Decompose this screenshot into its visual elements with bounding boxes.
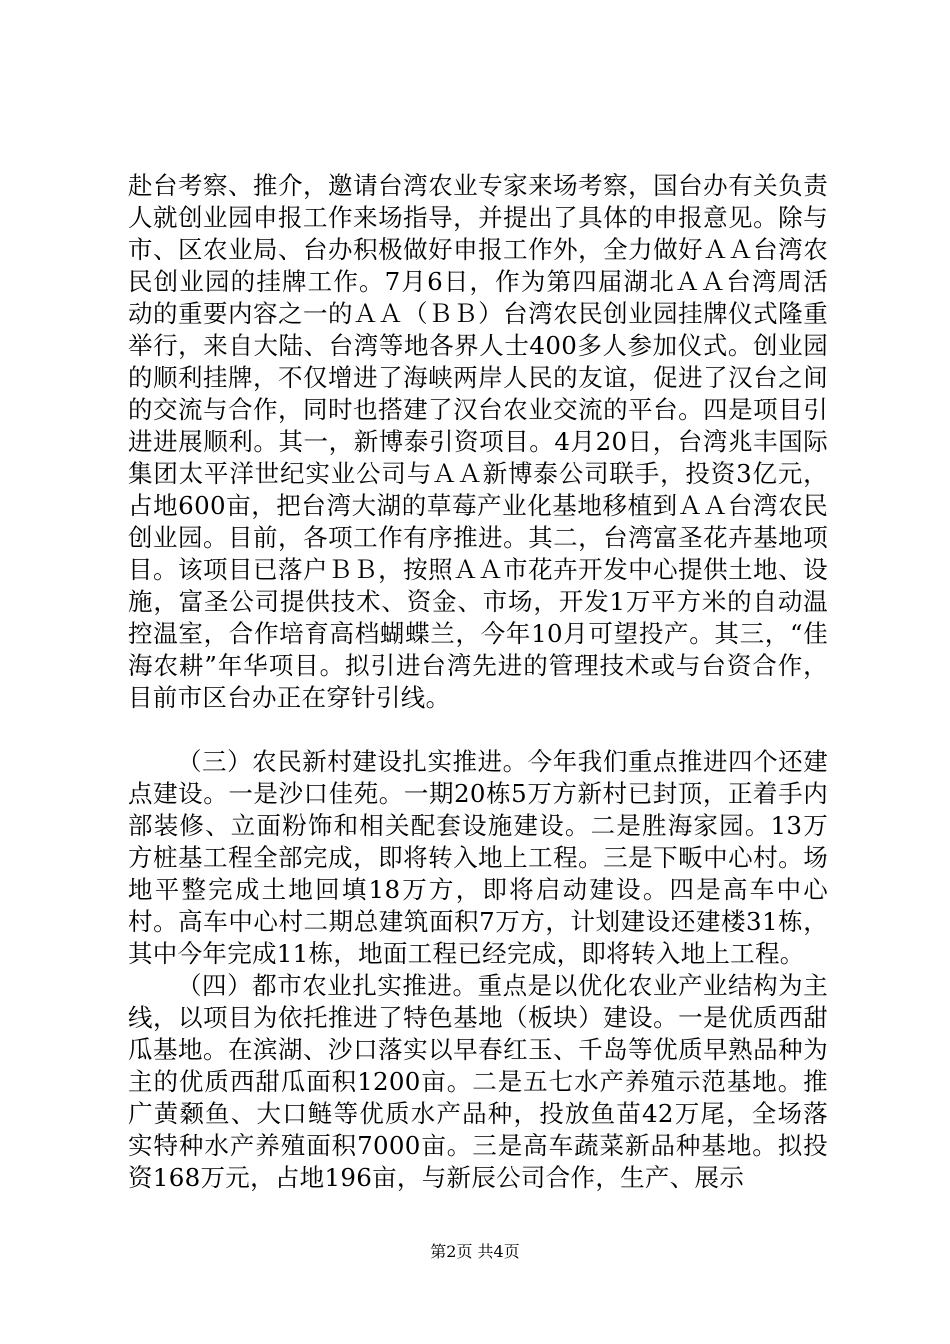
paragraph-new-village-construction: （三）农民新村建设扎实推进。今年我们重点推进四个还建点建设。一是沙口佳苑。一期20栋5万方新村已封顶，正着手内部装修、立面粉饰和相关配套设施建设。二是胜海家园。13万方桩基工程全部完成，即将转入地上工程。三是下畈中心村。场地平整完成土地回填18万方，即将启动建设。四是高车中心村。高车中心村二期总建筑面积7万方，计划建设还建楼31栋，其中今年完成11栋，地面工程已经完成，即将转入地上工程。 [128, 747, 828, 968]
document-body [128, 170, 828, 1194]
paragraph-gap [128, 714, 828, 746]
paragraph-taiwan-farmers-park: 赴台考察、推介，邀请台湾农业专家来场考察，国台办有关负责人就创业园申报工作来场指导，并提出了具体的申报意见。除与市、区农业局、台办积极做好申报工作外，全力做好ＡＡ台湾农民创业园的挂牌工作。7月6日，作为第四届湖北ＡＡ台湾周活动的重要内容之一的ＡＡ（ＢＢ）台湾农民创业园挂牌仪式隆重举行，来自大陆、台湾等地各界人士400多人参加仪式。创业园的顺利挂牌，不仅增进了海峡两岸人民的友谊，促进了汉台之间的交流与合作，同时也搭建了汉台农业交流的平台。四是项目引进进展顺利。其一，新博泰引资项目。4月20日，台湾兆丰国际集团太平洋世纪实业公司与ＡＡ新博泰公司联手，投资3亿元，占地600亩，把台湾大湖的草莓产业化基地移植到ＡＡ台湾农民创业园。目前，各项工作有序推进。其二，台湾富圣花卉基地项目。该项目已落户ＢＢ，按照ＡＡ市花卉开发中心提供土地、设施，富圣公司提供技术、资金、市场，开发1万平方米的自动温控温室，合作培育高档蝴蝶兰，今年10月可望投产。其三，“佳海农耕”年华项目。拟引进台湾先进的管理技术或与台资合作，目前市区台办正在穿针引线。 [128, 171, 828, 712]
paragraph-urban-agriculture: （四）都市农业扎实推进。重点是以优化农业产业结构为主线，以项目为依托推进了特色基地（板块）建设。一是优质西甜瓜基地。在滨湖、沙口落实以早春红玉、千岛等优质早熟品种为主的优质西甜瓜面积1200亩。二是五七水产养殖示范基地。推广黄颡鱼、大口鲢等优质水产品种，投放鱼苗42万尾，全场落实特种水产养殖面积7000亩。三是高车蔬菜新品种基地。拟投资168万元，占地196亩，与新辰公司合作，生产、展示 [128, 971, 828, 1192]
page-number-footer: 第2页 共4页 [430, 1242, 520, 1261]
